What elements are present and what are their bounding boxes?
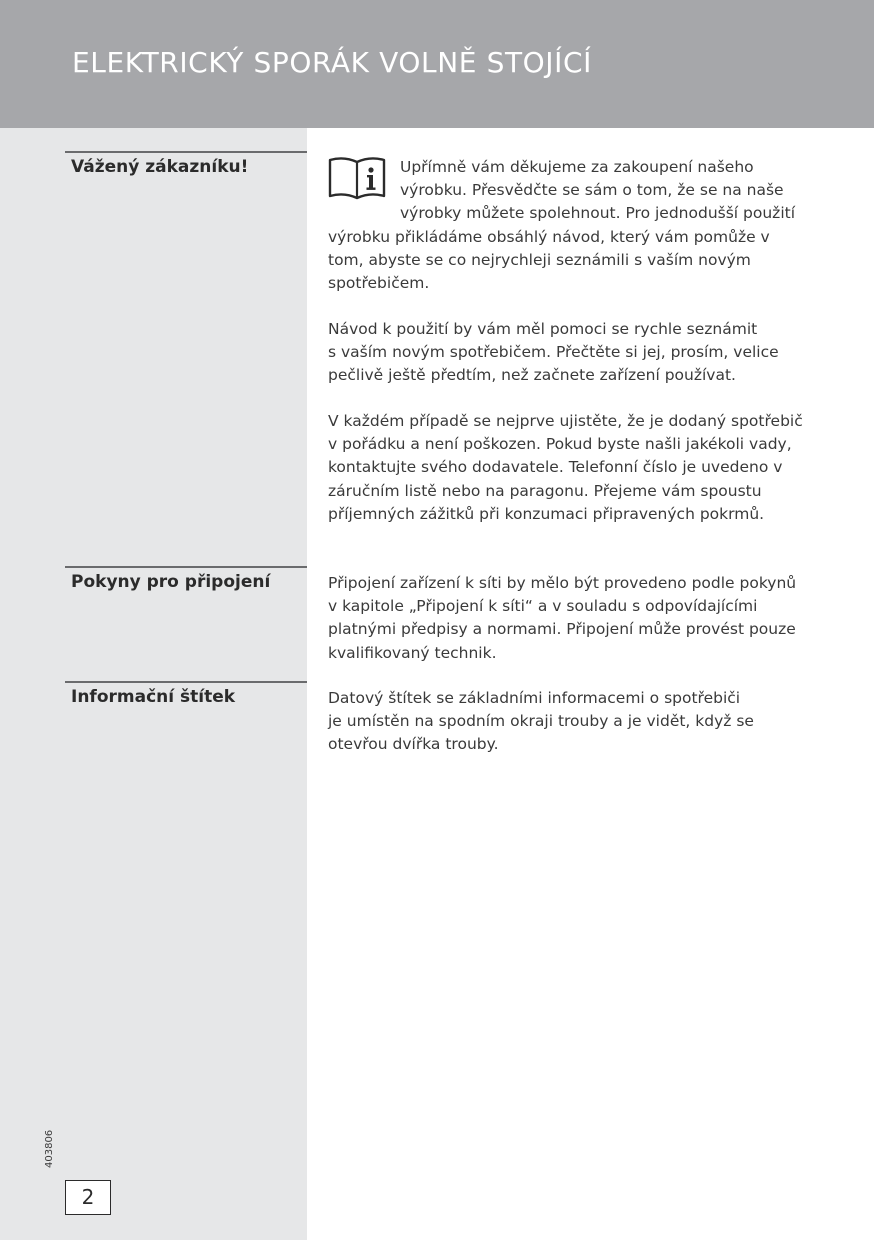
connection-paragraph: Připojení zařízení k síti by mělo být provedeno podle pokynů v kapitole „Připojení k síti“ a v souladu s odpovídajícími platnými předpisy a normami. Připojení může provést pouze kvalifikovaný technik.: [328, 574, 797, 662]
section-heading-customer: Vážený zákazníku!: [65, 151, 307, 177]
manual-paragraph: Návod k použití by vám měl pomoci se rychle seznámit s vaším novým spotřebičem. Přečtěte si jej, prosím, velice pečlivě ještě předtím, než začnete zařízení používat.: [328, 320, 779, 385]
page-title: ELEKTRICKÝ SPORÁK VOLNĚ STOJÍCÍ: [72, 46, 593, 79]
rating-label-paragraph: Datový štítek se základními informacemi o spotřebiči je umístěn na spodním okraji trouby a je vidět, když se otevřou dvířka trouby.: [328, 689, 754, 754]
intro-paragraph: Upřímně vám děkujeme za zakoupení našeho výrobku. Přesvědčte se sám o tom, že se na naše výrobky můžete spolehnout. Pro jednodušší použití výrobku přikládáme obsáhlý návod, který vám pomůže v tom, abyste se co nejrychleji seznámili s vaším novým spotřebičem.: [328, 158, 796, 293]
inspection-paragraph: V každém případě se nejprve ujistěte, že je dodaný spotřebič v pořádku a není poškozen. Pokud byste našli jakékoli vady, kontaktujte svého dodavatele. Telefonní číslo je uvedeno v záručním listě nebo na paragonu. Přejeme vám spoustu příjemných zážitků při konzumaci připravených pokrmů.: [328, 412, 803, 523]
page-number: 2: [65, 1180, 111, 1215]
page-header: [0, 0, 874, 128]
document-code: 403806: [44, 1129, 55, 1168]
section-heading-rating-label: Informační štítek: [65, 681, 307, 707]
book-info-icon: [328, 156, 390, 206]
section-heading-connection: Pokyny pro připojení: [65, 566, 307, 592]
section-customer-intro: [328, 156, 808, 295]
